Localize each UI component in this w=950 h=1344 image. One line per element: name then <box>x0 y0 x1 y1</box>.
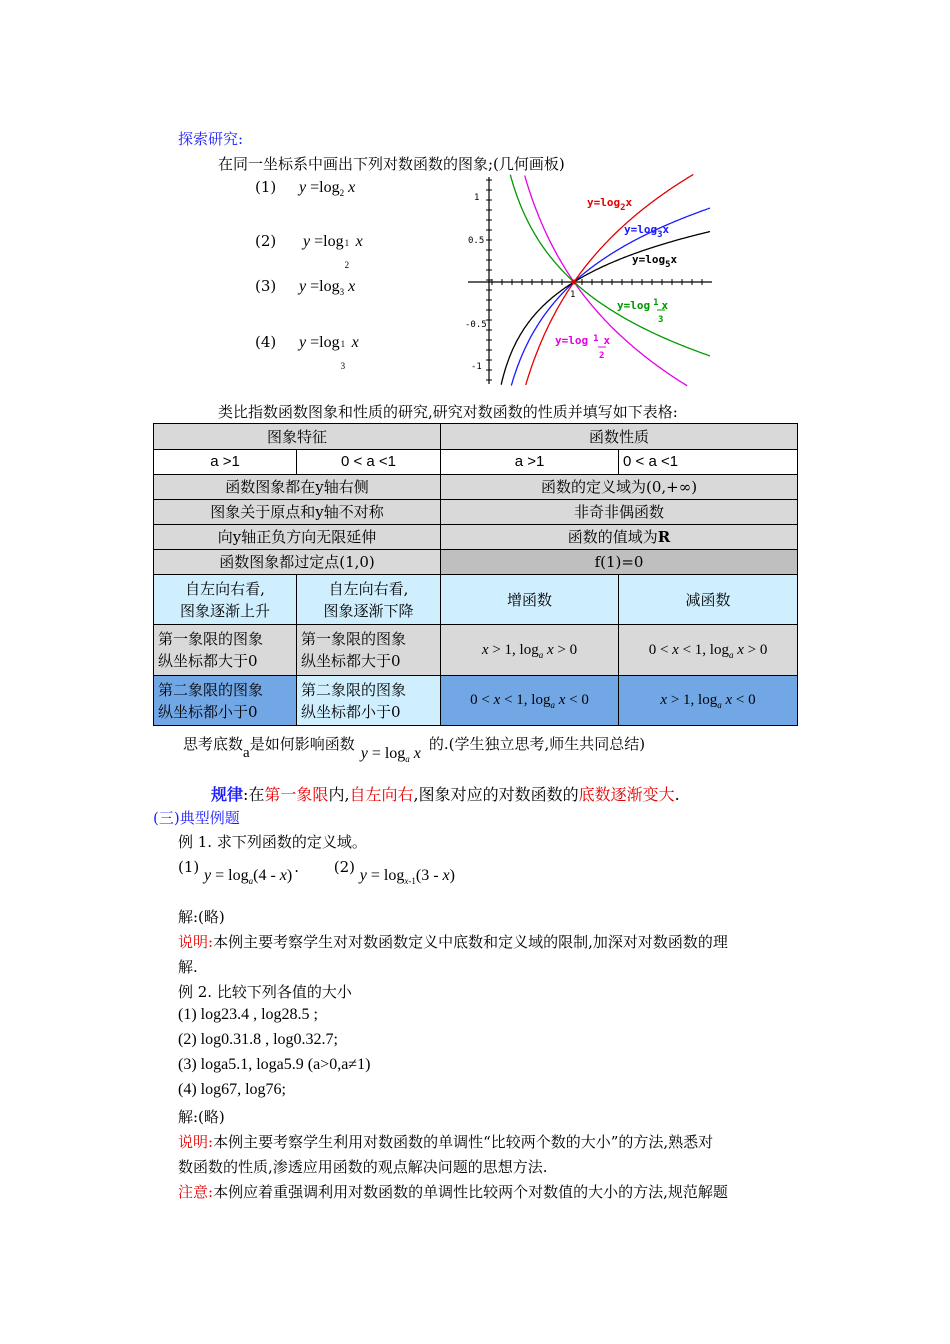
example2-item: (2) log0.31.8 , log0.32.7; <box>178 1031 338 1048</box>
label-log-1-2-den: 2 <box>599 351 605 361</box>
row-q4-graph-b: 第二象限的图象 纵坐标都小于0 <box>297 676 441 726</box>
task-text: 在同一坐标系中画出下列对数函数的图象;(几何画板) <box>218 155 565 173</box>
row-q1-graph-a: 第一象限的图象 纵坐标都大于0 <box>154 625 297 676</box>
row-decreasing: 减函数 <box>619 575 798 625</box>
row-q4-graph-a: 第二象限的图象 纵坐标都小于0 <box>154 676 297 726</box>
row-symmetry-graph: 图象关于原点和y轴不对称 <box>154 500 441 525</box>
row-domain-prop: 函数的定义域为(0,+∞) <box>441 475 798 500</box>
y-tick-label: 0.5 <box>468 236 485 246</box>
function-number: (3) <box>255 277 277 295</box>
example2-item: (3) loga5.1, loga5.9 (a>0,a≠1) <box>178 1056 371 1073</box>
y-tick-label: -1 <box>471 362 482 372</box>
header-props: 函数性质 <box>441 424 798 450</box>
curve-log5 <box>501 232 710 385</box>
rule-line: 规律:在第一象限内,自左向右,图象对应的对数函数的底数逐渐变大. <box>211 785 680 804</box>
function-number: (4) <box>255 333 277 351</box>
label-log-1-3-den: 3 <box>658 315 664 325</box>
note2: 说明:本例主要考察学生利用对数函数的单调性“比较两个数的大小”的方法,熟悉对 <box>178 1133 714 1151</box>
section-title: (三)典型例题 <box>153 809 240 827</box>
x-tick-label: 1 <box>570 290 576 300</box>
label-log3: $y=\log_3x$ <box>624 223 670 240</box>
row-q1-cond-a-lt-1: 0 < x < 1, $\log_a x > 0$ <box>619 625 798 676</box>
row-domain-graph: 函数图象都在y轴右侧 <box>154 475 441 500</box>
label-log5: $y=\log_5x$ <box>632 253 678 270</box>
think-line: 思考底数a是如何影响函数$y = \log_a x$的.(学生独立思考,师生共同总结) <box>183 735 646 764</box>
header-graph: 图象特征 <box>154 424 441 450</box>
function-number: (1) <box>255 178 277 196</box>
row-symmetry-prop: 非奇非偶函数 <box>441 500 798 525</box>
example2-item: (1) log23.4 , log28.5 ; <box>178 1006 318 1023</box>
y-tick-label: 1 <box>474 193 480 203</box>
cond-a-lt-1: 0 < a <1 <box>619 450 798 475</box>
row-range-graph: 向y轴正负方向无限延伸 <box>154 525 441 550</box>
function-2: (2) y =log 1 2 x <box>255 232 363 270</box>
label-log-1-3: y=log $^1$ x <box>617 298 669 312</box>
log-graph <box>462 172 714 388</box>
fixed-point <box>572 280 577 285</box>
row-mono-inc-graph: 自左向右看, 图象逐渐上升 <box>154 575 297 625</box>
row-mono-dec-graph: 自左向右看, 图象逐渐下降 <box>297 575 441 625</box>
solution2: 解:(略) <box>178 1108 225 1126</box>
analogy-text: 类比指数函数图象和性质的研究,研究对数函数的性质并填写如下表格: <box>218 403 678 421</box>
example2-item: (4) log67, log76; <box>178 1081 286 1098</box>
cond-a-gt-1: a >1 <box>441 450 619 475</box>
example1-title: 例 1. 求下列函数的定义域。 <box>178 833 367 851</box>
row-range-prop: 函数的值域为R <box>441 525 798 550</box>
row-q4-cond-a-lt-1: x > 1, $\log_a x < 0$ <box>619 676 798 726</box>
solution1: 解:(略) <box>178 908 225 926</box>
section-heading: 探索研究: <box>178 130 244 148</box>
row-fixed-graph: 函数图象都过定点(1,0) <box>154 550 441 575</box>
label-log-1-2: y=log $^1$ x <box>555 334 611 347</box>
row-fixed-prop: f(1)=0 <box>441 550 798 575</box>
row-q1-cond-a-gt-1: x > 1, $\log_a x > 0$ <box>441 625 619 676</box>
note2-cont: 数函数的性质,渗透应用函数的观点解决问题的思想方法. <box>178 1158 548 1176</box>
cond-a-gt-1: a >1 <box>154 450 297 475</box>
note1: 说明:本例主要考察学生对对数函数定义中底数和定义域的限制,加深对对数函数的理 <box>178 933 728 951</box>
label-log2: $y=\log_2x$ <box>587 196 633 213</box>
row-q4-cond-a-gt-1: 0 < x < 1, $\log_a x < 0$ <box>441 676 619 726</box>
curve-log3 <box>511 208 710 385</box>
function-1: (1) $y =\log_2$ x <box>255 178 356 198</box>
y-tick-label: -0.5 <box>465 320 487 330</box>
note3: 注意:本例应着重强调利用对数函数的单调性比较两个对数值的大小的方法,规范解题 <box>178 1183 728 1201</box>
example1-items: (1) $y = \log_a(4 - x)$ . (2) $y = \log_{x-1}(3 - x)$ <box>178 858 455 886</box>
cond-a-lt-1: 0 < a <1 <box>297 450 441 475</box>
note1-cont: 解. <box>178 958 198 976</box>
function-3: (3) $y =\log_3$ x <box>255 277 356 297</box>
row-increasing: 增函数 <box>441 575 619 625</box>
function-4: (4) y =log 1 3 x <box>255 333 359 371</box>
function-number: (2) <box>255 232 277 250</box>
row-q1-graph-b: 第一象限的图象 纵坐标都大于0 <box>297 625 441 676</box>
properties-table <box>153 423 798 726</box>
example2-title: 例 2. 比较下列各值的大小 <box>178 983 352 1001</box>
